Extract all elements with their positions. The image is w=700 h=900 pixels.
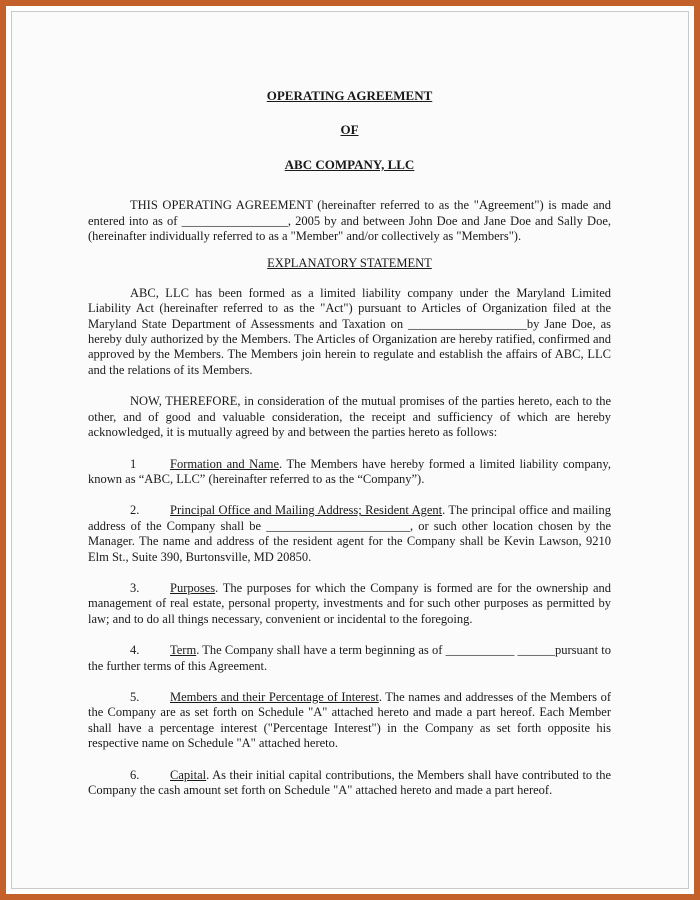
section-5-heading: Members and their Percentage of Interest xyxy=(170,689,379,704)
section-4-number: 4. xyxy=(130,643,140,658)
document-page xyxy=(88,88,611,798)
section-3 xyxy=(88,581,611,627)
section-1-number: 1 xyxy=(130,456,137,471)
section-2-number: 2. xyxy=(130,503,140,518)
section-2-heading: Principal Office and Mailing Address; Resident Agent xyxy=(170,503,443,518)
title-line-3: ABC COMPANY, LLC xyxy=(284,156,415,172)
title-line-1: OPERATING AGREEMENT xyxy=(266,88,433,103)
section-6-text: . As their initial capital contributions, the Members shall have contributed to the Company the cash amount set forth on Schedule "A" attached hereto and made a part hereof. xyxy=(88,767,611,797)
section-4 xyxy=(88,643,611,674)
section-3-heading: Purposes xyxy=(170,580,216,595)
explanatory-paragraph: ABC, LLC has been formed as a limited liability company under the Maryland Limited Liability Act (hereinafter referred to as the "Act") pursuant to Articles of Organization filed at the Maryland State Department of Assessments and Taxation on ___________________by Jane Doe, as hereby duly authorized by the Members. The Articles of Organization are hereby ratified, confirmed and approved by the Members. The Members join herein to regulate and establish the affairs of ABC, LLC and the relations of its Members. xyxy=(88,285,611,377)
intro-paragraph: THIS OPERATING AGREEMENT (hereinafter referred to as the "Agreement") is made and entered into as of _________________, 2005 by and between John Doe and Jane Doe and Sally Doe, (hereinafter individually referred to as a "Member" and/or collectively as "Members"). xyxy=(88,198,611,244)
now-therefore-paragraph: NOW, THEREFORE, in consideration of the mutual promises of the parties hereto, each to the other, and of good and valuable consideration, the receipt and sufficiency of which are hereby acknowledged, it is mutually agreed by and between the parties hereto as follows: xyxy=(88,394,611,440)
section-6 xyxy=(88,768,611,799)
section-5-number: 5. xyxy=(130,689,140,704)
explanatory-heading: EXPLANATORY STATEMENT xyxy=(267,256,432,271)
section-4-heading: Term xyxy=(170,643,197,658)
section-1 xyxy=(88,457,611,488)
section-6-number: 6. xyxy=(130,767,140,782)
section-2-text: . The principal office and mailing address of the Company shall be _______________________, or such other location chosen by the Manager. The name and address of the resident agent for the Company shall be Kevin Lawson, 9210 Elm St., Suite 390, Burtonsville, MD 20850. xyxy=(88,503,611,564)
section-6-heading: Capital xyxy=(170,767,207,782)
section-5 xyxy=(88,690,611,752)
section-3-text: . The purposes for which the Company is formed are for the ownership and management of real estate, personal property, investments and for such other purposes as permitted by law; and to do all things necessary, convenient or incidental to the foregoing. xyxy=(88,580,611,626)
section-2 xyxy=(88,503,611,565)
section-4-text: . The Company shall have a term beginning as of ___________ ______pursuant to the further terms of this Agreement. xyxy=(88,643,611,673)
section-5-text: . The names and addresses of the Members of the Company are as set forth on Schedule "A" attached hereto and made a part hereof. Each Member shall have a percentage interest ("Percentage Interest") in the Company as set forth opposite his respective name on Schedule "A" attached hereto. xyxy=(88,689,611,751)
section-3-number: 3. xyxy=(130,580,140,595)
section-1-text: . The Members have hereby formed a limited liability company, known as “ABC, LLC” (hereinafter referred to as the “Company”). xyxy=(88,456,611,486)
section-1-heading: Formation and Name xyxy=(170,456,280,471)
title-line-2: OF xyxy=(340,122,359,138)
